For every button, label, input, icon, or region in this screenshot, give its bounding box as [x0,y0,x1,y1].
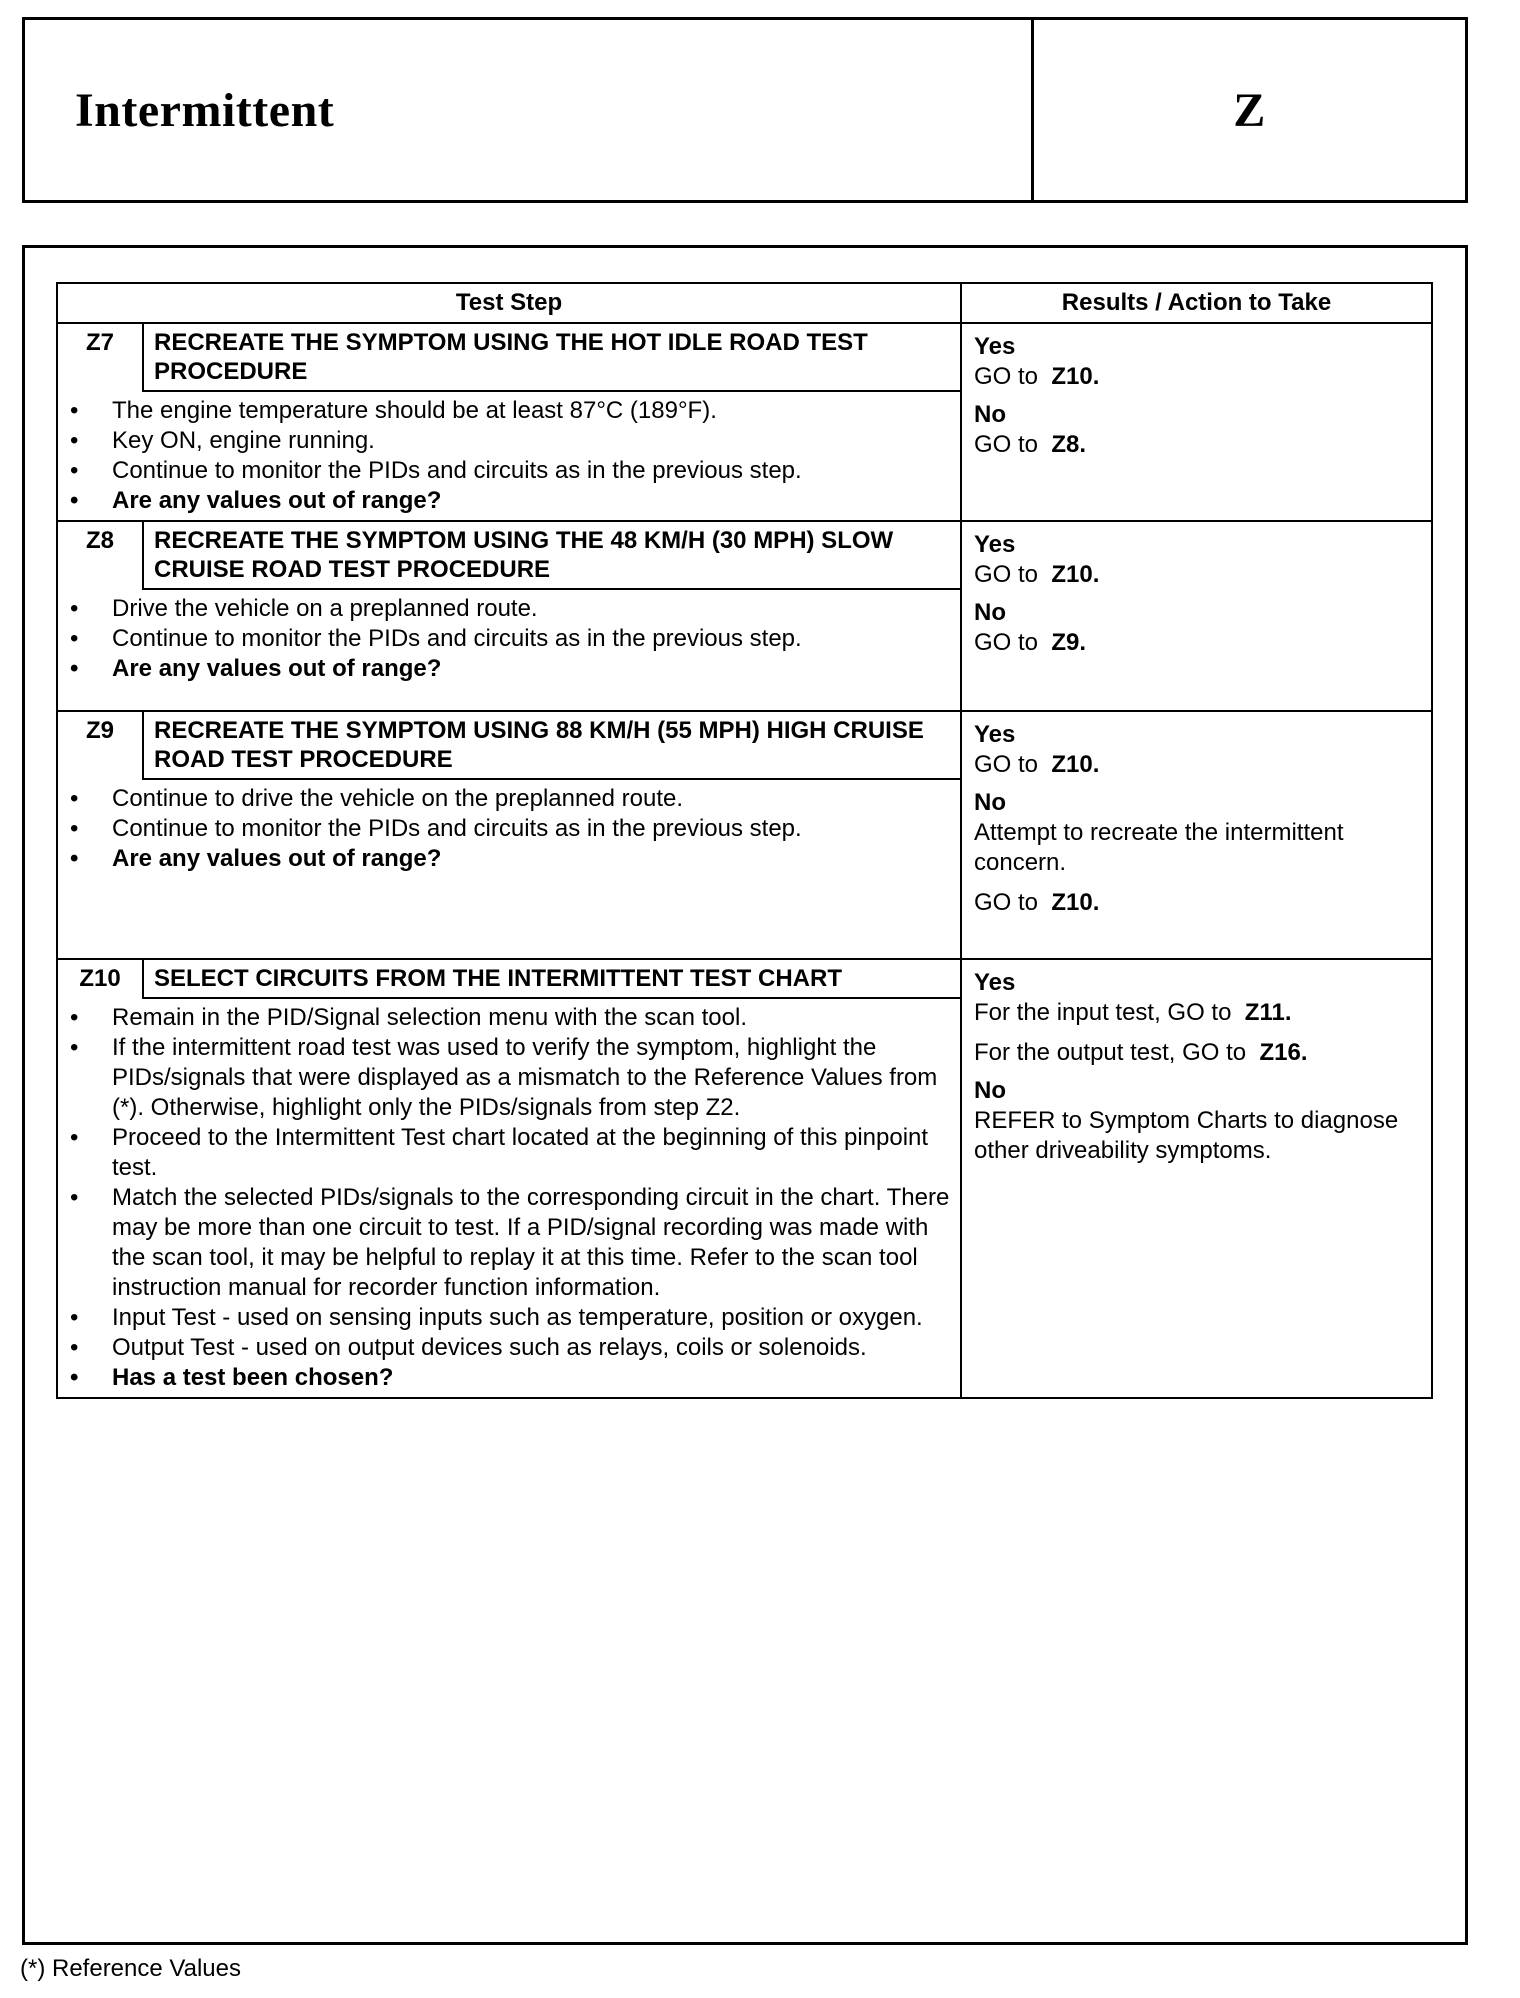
result-yes-line [974,362,1421,392]
result-yes-label: Yes [974,721,1016,748]
result-no-label: No [974,599,1006,626]
result-text: GO to [974,431,1039,458]
step-title-row [57,711,1432,779]
bullet-question: • Are any values out of range? [58,654,952,684]
result-text: GO to [974,889,1039,916]
step-title-row [57,521,1432,589]
step-bullets [57,391,961,521]
result-no-line [974,628,1421,658]
result-no-line [974,888,1421,918]
result-no-desc: REFER to Symptom Charts to diagnose other driveability symptoms. [974,1107,1399,1164]
result-no-label: No [974,789,1006,816]
result-ref: Z10. [1051,363,1100,390]
step-bullets [57,779,961,959]
result-ref: Z9. [1051,629,1087,656]
step-title: RECREATE THE SYMPTOM USING THE 48 KM/H (30 MPH) SLOW CRUISE ROAD TEST PROCEDURE [143,521,961,589]
test-step-table [56,282,1433,1399]
result-ref: Z11. [1244,999,1292,1026]
bullet-item: • Continue to monitor the PIDs and circuits as in the previous step. [58,814,952,844]
header-title-cell [25,20,1034,200]
step-title: RECREATE THE SYMPTOM USING THE HOT IDLE ROAD TEST PROCEDURE [143,323,961,391]
bullet-question: • Are any values out of range? [58,486,952,516]
bullet-item: • Match the selected PIDs/signals to the corresponding circuit in the chart. There may be more than one circuit to test. If a PID/signal recording was made with the scan tool, it may be helpful to replay it at this time. Refer to the scan tool instruction manual for recorder function information. [58,1183,952,1303]
result-ref: Z8. [1051,431,1087,458]
result-no-label: No [974,401,1006,428]
step-title: SELECT CIRCUITS FROM THE INTERMITTENT TEST CHART [143,959,961,998]
result-text: GO to [974,561,1039,588]
result-ref: Z10. [1051,561,1100,588]
result-yes-label: Yes [974,969,1016,996]
step-result [961,711,1432,959]
step-title-row [57,959,1432,998]
bullet-item: • Continue to monitor the PIDs and circuits as in the previous step. [58,624,952,654]
result-no-desc: Attempt to recreate the intermittent concern. [974,819,1344,876]
result-yes-label: Yes [974,531,1016,558]
bullet-item: • Continue to drive the vehicle on the preplanned route. [58,784,952,814]
result-text: GO to [974,751,1039,778]
step-result [961,323,1432,521]
result-no-label: No [974,1077,1006,1104]
table-header-row [57,283,1432,323]
col-header-results: Results / Action to Take [961,283,1432,323]
page-header [22,17,1468,203]
content-frame [22,245,1468,1945]
result-yes-line [974,750,1421,780]
step-bullets [57,998,961,1398]
result-text: For the input test, GO to [974,999,1232,1026]
step-id: Z8 [57,521,143,589]
section-code: Z [1233,83,1266,137]
page-title: Intermittent [75,83,335,137]
result-text: GO to [974,363,1039,390]
result-no-line [974,430,1421,460]
bullet-question: • Has a test been chosen? [58,1363,952,1393]
bullet-item: • Continue to monitor the PIDs and circuits as in the previous step. [58,456,952,486]
bullet-item: • Input Test - used on sensing inputs such as temperature, position or oxygen. [58,1303,952,1333]
result-yes-line [974,560,1421,590]
result-text: For the output test, GO to [974,1039,1247,1066]
result-ref: Z10. [1051,889,1100,916]
result-ref: Z16. [1259,1039,1308,1066]
step-bullets [57,589,961,711]
step-result [961,521,1432,711]
step-id: Z10 [57,959,143,998]
footnote: (*) Reference Values [20,1955,241,1982]
bullet-item: • If the intermittent road test was used to verify the symptom, highlight the PIDs/signals that were displayed as a mismatch to the Reference Values from (*). Otherwise, highlight only the PIDs/signals from step Z2. [58,1033,952,1123]
bullet-item: • Drive the vehicle on a preplanned route. [58,594,952,624]
bullet-item: • Key ON, engine running. [58,426,952,456]
col-header-test-step: Test Step [57,283,961,323]
result-text: GO to [974,629,1039,656]
step-result [961,959,1432,1398]
bullet-item: • Output Test - used on output devices such as relays, coils or solenoids. [58,1333,952,1363]
step-id: Z7 [57,323,143,391]
result-ref: Z10. [1051,751,1100,778]
bullet-item: • Remain in the PID/Signal selection menu with the scan tool. [58,1003,952,1033]
step-title: RECREATE THE SYMPTOM USING 88 KM/H (55 MPH) HIGH CRUISE ROAD TEST PROCEDURE [143,711,961,779]
step-id: Z9 [57,711,143,779]
bullet-item: • The engine temperature should be at least 87°C (189°F). [58,396,952,426]
result-yes-line-output [974,1038,1421,1068]
step-title-row [57,323,1432,391]
bullet-question: • Are any values out of range? [58,844,952,874]
result-yes-label: Yes [974,333,1016,360]
header-code-cell [1034,20,1465,200]
result-yes-line-input [974,998,1421,1028]
bullet-item: • Proceed to the Intermittent Test chart located at the beginning of this pinpoint test. [58,1123,952,1183]
